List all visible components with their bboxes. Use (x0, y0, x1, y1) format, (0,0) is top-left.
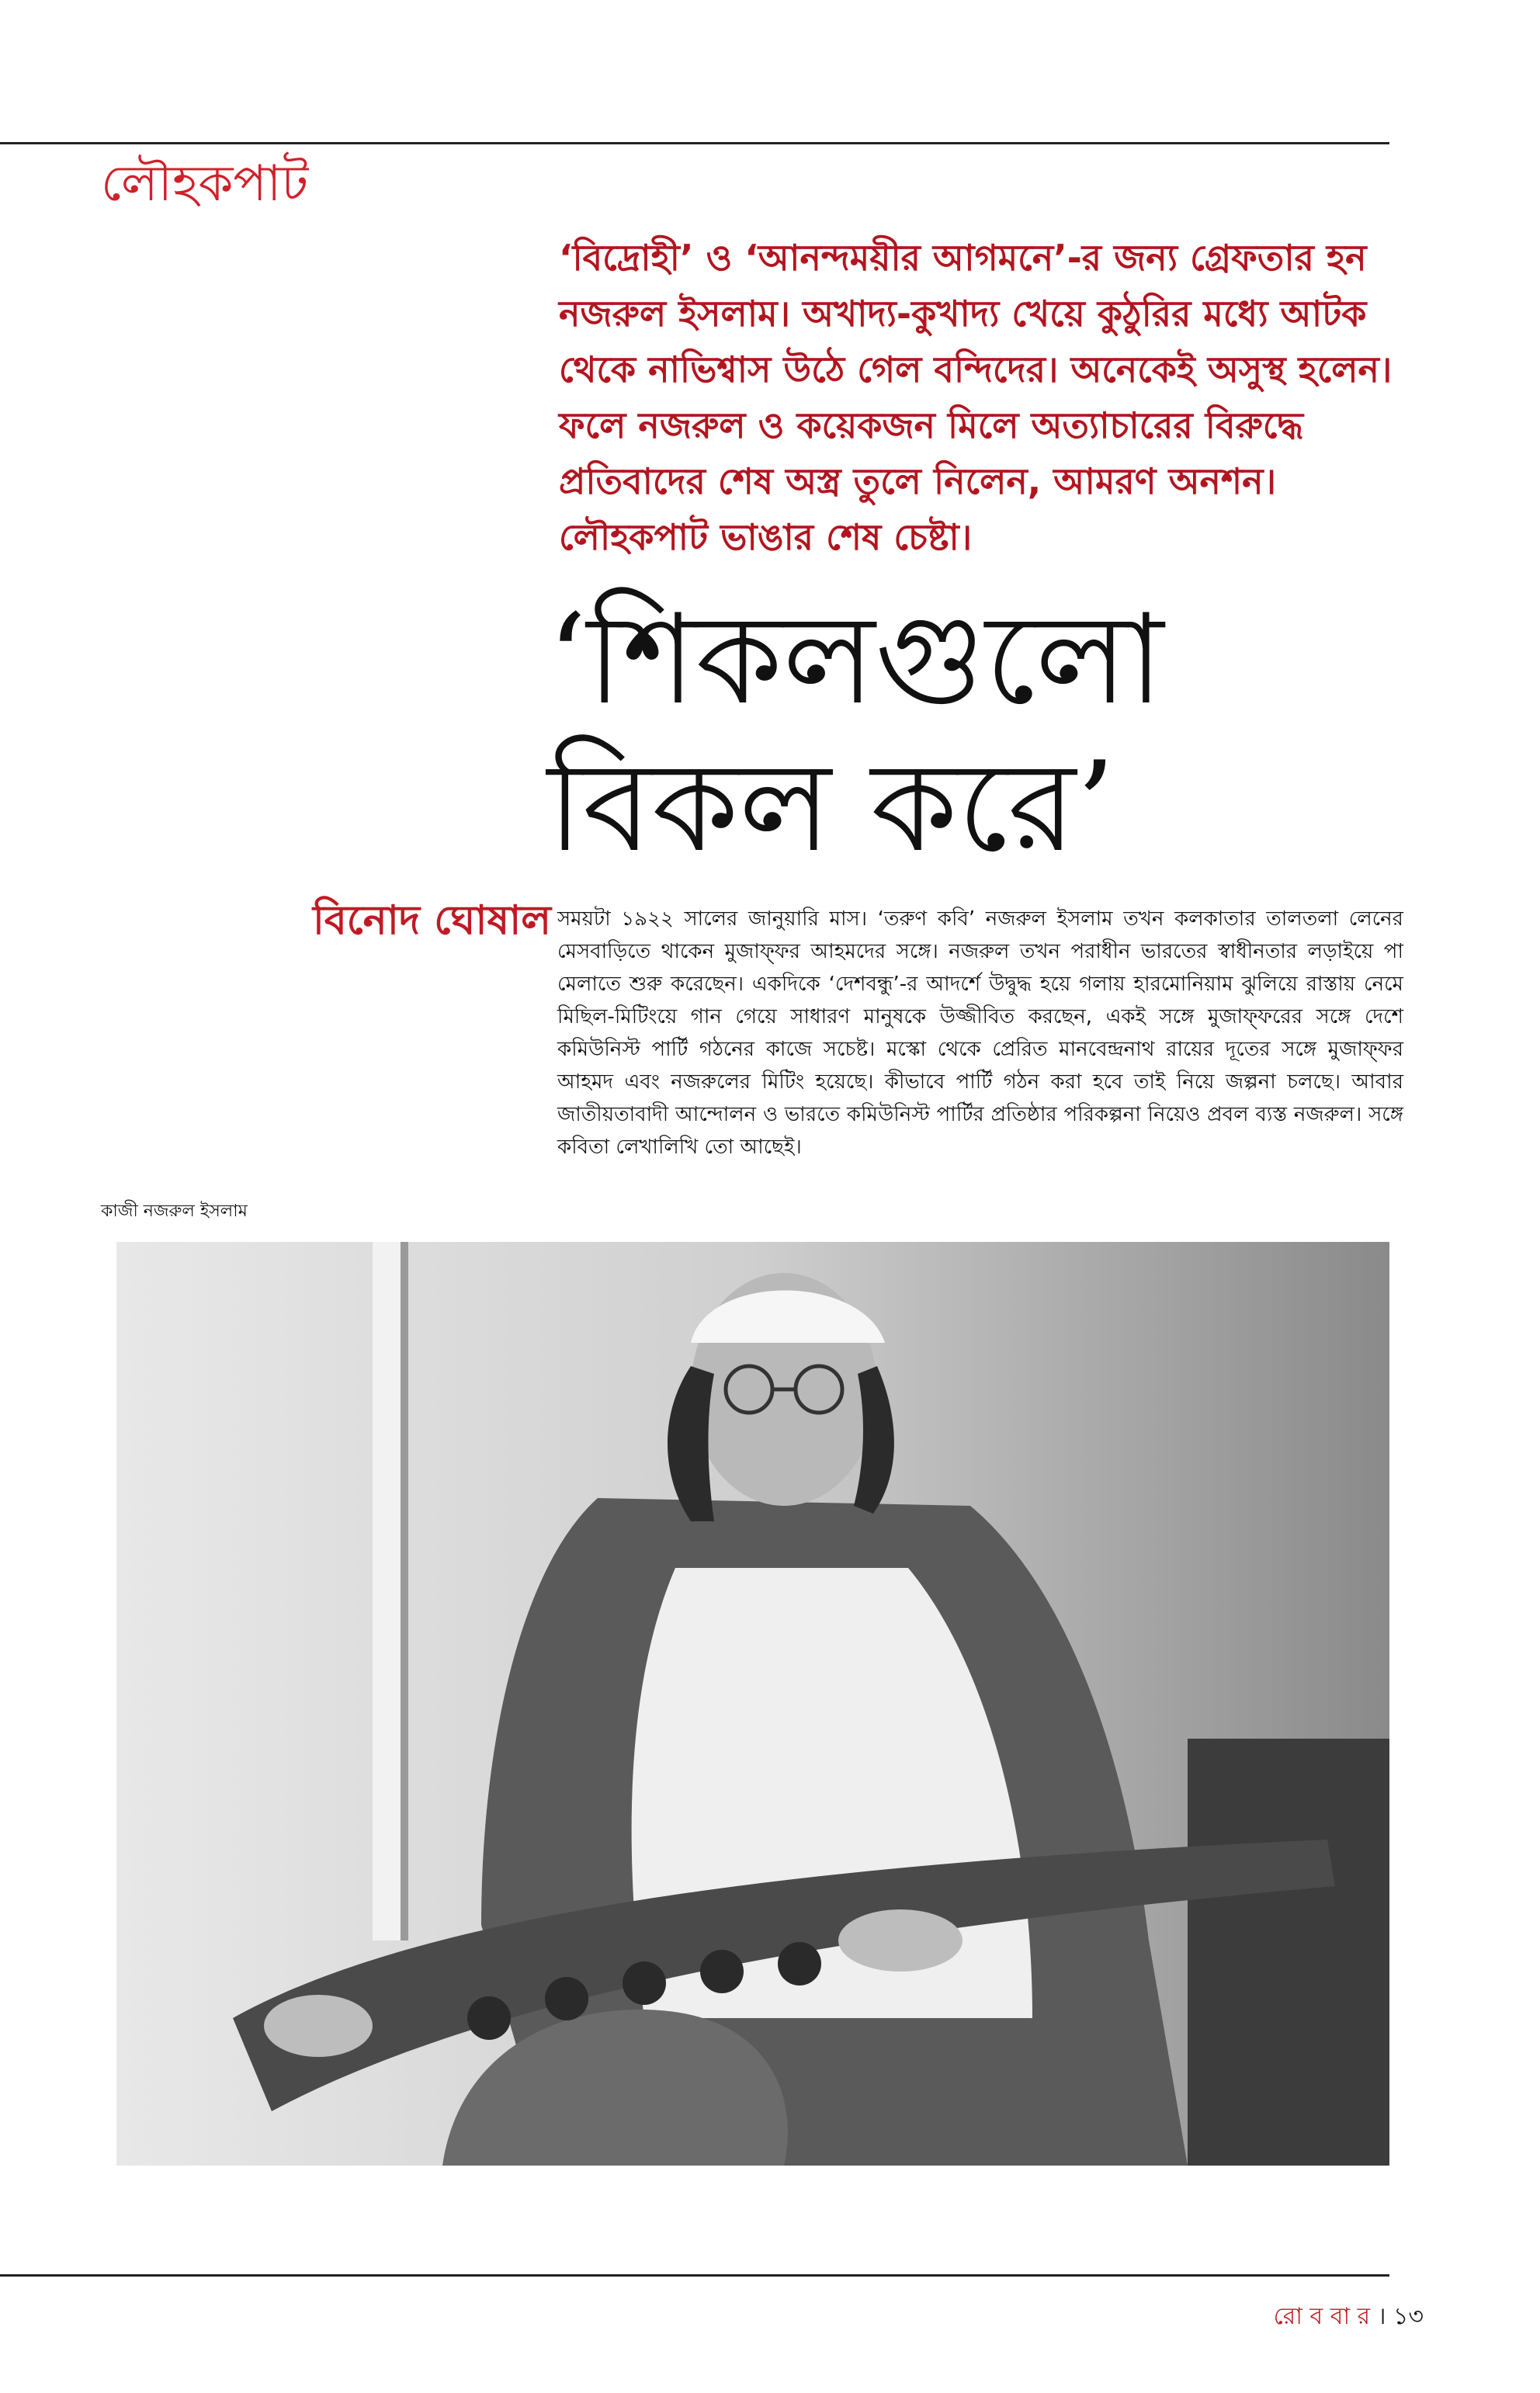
section-label: লৌহকপাট (101, 155, 309, 213)
headline (547, 586, 1401, 881)
portrait-photo (116, 1242, 1389, 2166)
magazine-name: রো ব বা র (1273, 2303, 1371, 2330)
headline-line-2: বিকল করে’ (547, 734, 1115, 879)
author-byline: বিনোদ ঘোষাল (312, 897, 551, 944)
page-number: ১৩ (1393, 2303, 1424, 2330)
portrait-illustration (116, 1242, 1389, 2166)
photo-caption: কাজী নজরুল ইসলাম (101, 1202, 248, 1221)
standfirst: ‘বিদ্রোহী’ ও ‘আনন্দময়ীর আগমনে’-র জন্য গ্রেফতার হন নজরুল ইসলাম। অখাদ্য-কুখাদ্য খেয়ে কুঠুরির মধ্যে আটক থেকে নাভিশ্বাস উঠে গেল বন্দিদের। অনেকেই অসুস্থ হলেন। ফলে নজরুল ও কয়েকজন মিলে অত্যাচারের বিরুদ্ধে প্রতিবাদের শেষ অস্ত্র তুলে নিলেন, আমরণ অনশন। লৌহকপাট ভাঙার শেষ চেষ্টা। (559, 237, 1393, 558)
headline-line-1: ‘শিকলগুলো (547, 587, 1164, 732)
article-body: সময়টা ১৯২২ সালের জানুয়ারি মাস। ‘তরুণ কবি’ নজরুল ইসলাম তখন কলকাতার তালতলা লেনের মেসবাড়িতে থাকেন মুজাফ্ফর আহমদের সঙ্গে। নজরুল তখন পরাধীন ভারতের স্বাধীনতার লড়াইয়ে পা মেলাতে শুরু করেছেন। একদিকে ‘দেশবন্ধু’-র আদর্শে উদ্বুদ্ধ হয়ে গলায় হারমোনিয়াম ঝুলিয়ে রাস্তায় নেমে মিছিল-মিটিংয়ে গান গেয়ে সাধারণ মানুষকে উজ্জীবিত করছেন, একই সঙ্গে মুজাফ্ফরের সঙ্গে দেশে কমিউনিস্ট পার্টি গঠনের কাজে সচেষ্ট। মস্কো থেকে প্রেরিত মানবেন্দ্রনাথ রায়ের দূতের সঙ্গে মুজাফ্ফর আহমদ এবং নজরুলের মিটিং হয়েছে। কীভাবে পার্টি গঠন করা হবে তাই নিয়ে জল্পনা চলছে। আবার জাতীয়তাবাদী আন্দোলন ও ভারতে কমিউনিস্ট পার্টির প্রতিষ্ঠার পরিকল্পনা নিয়েও প্রবল ব্যস্ত নজরুল। সঙ্গে কবিতা লেখালিখি তো আছেই। (557, 907, 1403, 1159)
bottom-rule (0, 2274, 1389, 2277)
folio-separator: । (1377, 2303, 1386, 2330)
page-folio (1274, 2298, 1424, 2337)
top-rule (0, 142, 1389, 144)
